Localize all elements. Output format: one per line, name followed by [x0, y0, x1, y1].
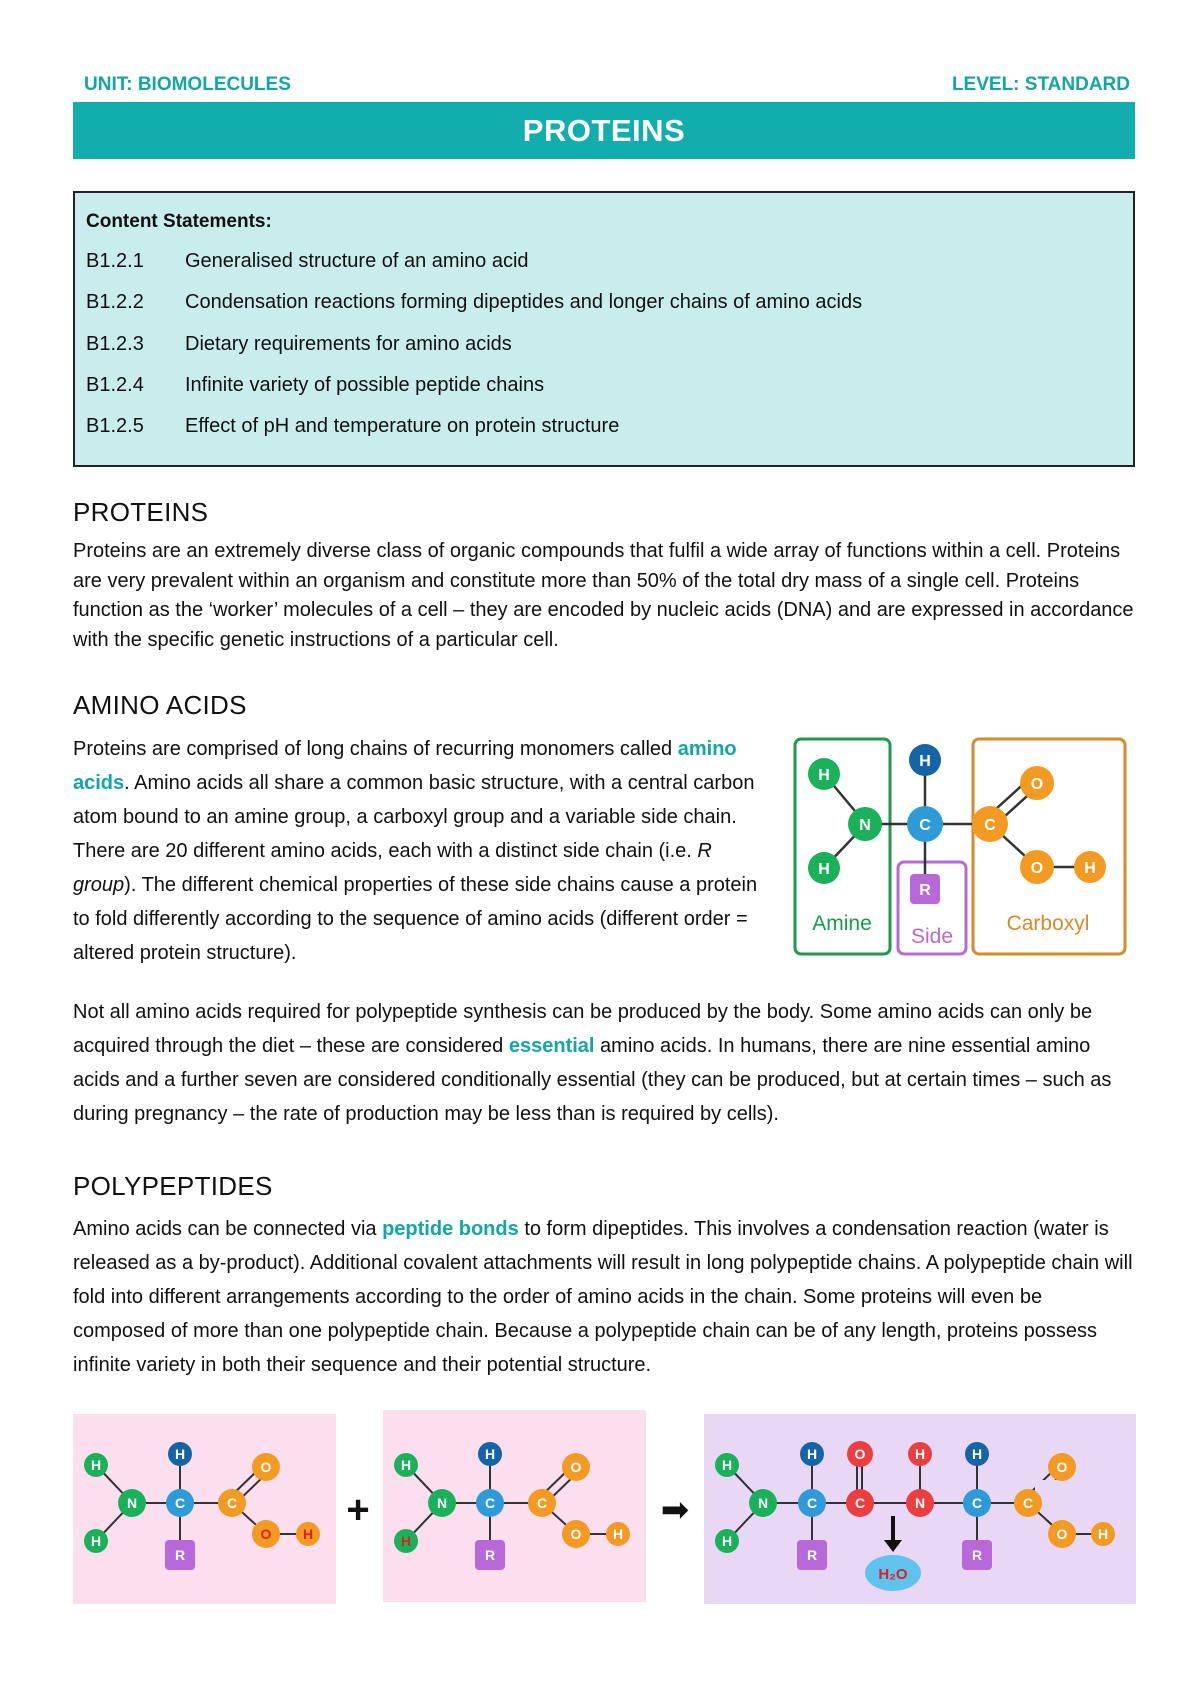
essential-text-a: Not all amino acids required for polypeptide synthesis can be produced by the body. Some amino acids can only be acquired through the diet – these are considered: [73, 1001, 1093, 1057]
atom-label: C: [854, 1495, 866, 1511]
atom-label: H: [1084, 860, 1096, 877]
atom-label: H: [90, 1457, 102, 1473]
statement-code: B1.2.3: [86, 333, 144, 355]
atom-label: R: [806, 1547, 818, 1563]
atom-label: H: [302, 1526, 314, 1542]
amino-text-c: ). The different chemical properties of these side chains cause a protein to fold differently according to the sequence of amino acids (different order = altered protein structure).: [73, 874, 758, 964]
amino-text-a: Proteins are comprised of long chains of recurring monomers called: [73, 738, 673, 760]
atom-label: H: [1097, 1526, 1109, 1542]
atom-label: C: [919, 817, 931, 834]
amino-acid-panel-1: [73, 1414, 336, 1604]
essential-text-b: amino acids. In humans, there are nine essential amino acids and a further seven are considered conditionally essential (they can be produced, but at certain times – such as during pregnancy – the rate of production may be less than is required by cells).: [73, 1035, 1112, 1125]
content-statement-row: [86, 333, 512, 356]
atom-label: H: [971, 1446, 983, 1462]
amino-acid-panel-2: [383, 1410, 646, 1602]
atom-label: C: [174, 1495, 186, 1511]
statement-text: Effect of pH and temperature on protein structure: [185, 415, 620, 437]
atom-label: H: [818, 767, 830, 784]
reaction-arrow: ➡: [660, 1491, 690, 1529]
amine-label: Amine: [812, 912, 872, 935]
level-label: LEVEL: STANDARD: [951, 74, 1130, 95]
plus-sign: +: [346, 1488, 370, 1532]
amino-text-b: . Amino acids all share a common basic structure, with a central carbon atom bound to an amine group, a carboxyl group and a variable side chain. There are 20 different amino acids, each with a distinct side chain (i.e.: [73, 772, 755, 862]
proteins-heading: PROTEINS: [73, 497, 209, 527]
atom-label: R: [174, 1547, 186, 1563]
content-statement-row: [86, 250, 529, 273]
page-title-banner: PROTEINS: [73, 102, 1135, 159]
atom-label: N: [436, 1495, 448, 1511]
atom-label: O: [854, 1446, 866, 1462]
atom-label: C: [484, 1495, 496, 1511]
atom-label: H: [484, 1446, 496, 1462]
atom-label: O: [570, 1459, 582, 1475]
water-label: H₂O: [878, 1566, 908, 1583]
unit-label: UNIT: BIOMOLECULES: [84, 74, 291, 95]
atom-label: O: [260, 1459, 272, 1475]
content-statements-title: Content Statements:: [86, 211, 272, 232]
statement-text: Condensation reactions forming dipeptides and longer chains of amino acids: [185, 291, 863, 313]
atom-label: N: [914, 1495, 926, 1511]
atom-label: H: [174, 1446, 186, 1462]
atom-label: C: [806, 1495, 818, 1511]
atom-label: H: [806, 1446, 818, 1462]
proteins-paragraph: Proteins are an extremely diverse class of organic compounds that fulfil a wide array of functions within a cell. Proteins are very prevalent within an organism and constitute more than 50% of the total dry mass of a single cell. Proteins function as the ‘worker’ molecules of a cell – they are encoded by nucleic acids (DNA) and are expressed in accordance with the specific genetic instructions of a particular cell.: [73, 540, 1134, 651]
atom-label: H: [721, 1533, 733, 1549]
statement-code: B1.2.2: [86, 291, 144, 313]
atom-label: O: [570, 1526, 582, 1542]
atom-label: H: [400, 1533, 412, 1549]
atom-label: C: [226, 1495, 238, 1511]
content-statement-row: [86, 291, 862, 314]
atom-label: R: [971, 1547, 983, 1563]
atom-label: H: [919, 753, 931, 770]
amino-acid-structure-diagram: [790, 734, 1130, 966]
condensation-reaction-diagram: [0, 1410, 1200, 1610]
atom-label: C: [984, 817, 996, 834]
atom-label: H: [612, 1526, 624, 1542]
atom-label: H: [400, 1457, 412, 1473]
atom-label: N: [859, 817, 871, 834]
content-statements-box: [73, 191, 1135, 467]
atom-label: O: [260, 1526, 272, 1542]
atom-label: H: [818, 861, 830, 878]
polypeptides-paragraph: [73, 1212, 1138, 1382]
atom-label: C: [971, 1495, 983, 1511]
statement-text: Dietary requirements for amino acids: [185, 333, 512, 355]
atom-label: R: [484, 1547, 496, 1563]
carboxyl-label: Carboxyl: [1006, 912, 1090, 935]
essential-term: essential: [508, 1035, 595, 1057]
r-group-term: R group: [73, 840, 712, 896]
polypeptides-heading: POLYPEPTIDES: [73, 1171, 273, 1201]
statement-text: Generalised structure of an amino acid: [185, 250, 529, 272]
atom-label: O: [1056, 1526, 1068, 1542]
essential-amino-acids-paragraph: [73, 995, 1135, 1131]
peptide-bonds-term: peptide bonds: [382, 1218, 519, 1240]
atom-label: O: [1030, 860, 1044, 877]
amino-acids-paragraph: [73, 732, 765, 970]
amino-acids-heading: AMINO ACIDS: [73, 690, 247, 720]
content-statement-row: [86, 415, 619, 438]
atom-label: N: [757, 1495, 769, 1511]
statement-code: B1.2.4: [86, 374, 144, 396]
atom-label: H: [721, 1457, 733, 1473]
statement-text: Infinite variety of possible peptide chains: [185, 374, 545, 396]
atom-label: C: [1022, 1495, 1034, 1511]
polypeptides-text-b: to form dipeptides. This involves a condensation reaction (water is released as a by-product). Additional covalent attachments will result in long polypeptide chains. A polypeptide chain will fold into different arrangements according to the order of amino acids in the chain. Some proteins will even be composed of more than one polypeptide chain. Because a polypeptide chain can be of any length, proteins possess infinite variety in both their sequence and their potential structure.: [73, 1218, 1133, 1376]
atom-label: O: [1030, 776, 1044, 793]
atom-label: N: [126, 1495, 138, 1511]
atom-label: H: [90, 1533, 102, 1549]
polypeptides-text-a: Amino acids can be connected via: [73, 1218, 377, 1240]
content-statement-row: [86, 374, 544, 397]
atom-label: H: [914, 1446, 926, 1462]
amino-acids-term: amino acids: [73, 738, 737, 794]
atom-label: O: [1056, 1459, 1068, 1475]
side-label: Side: [910, 925, 954, 948]
atom-label: C: [536, 1495, 548, 1511]
atom-label: R: [919, 882, 931, 899]
statement-code: B1.2.1: [86, 250, 144, 272]
statement-code: B1.2.5: [86, 415, 144, 437]
